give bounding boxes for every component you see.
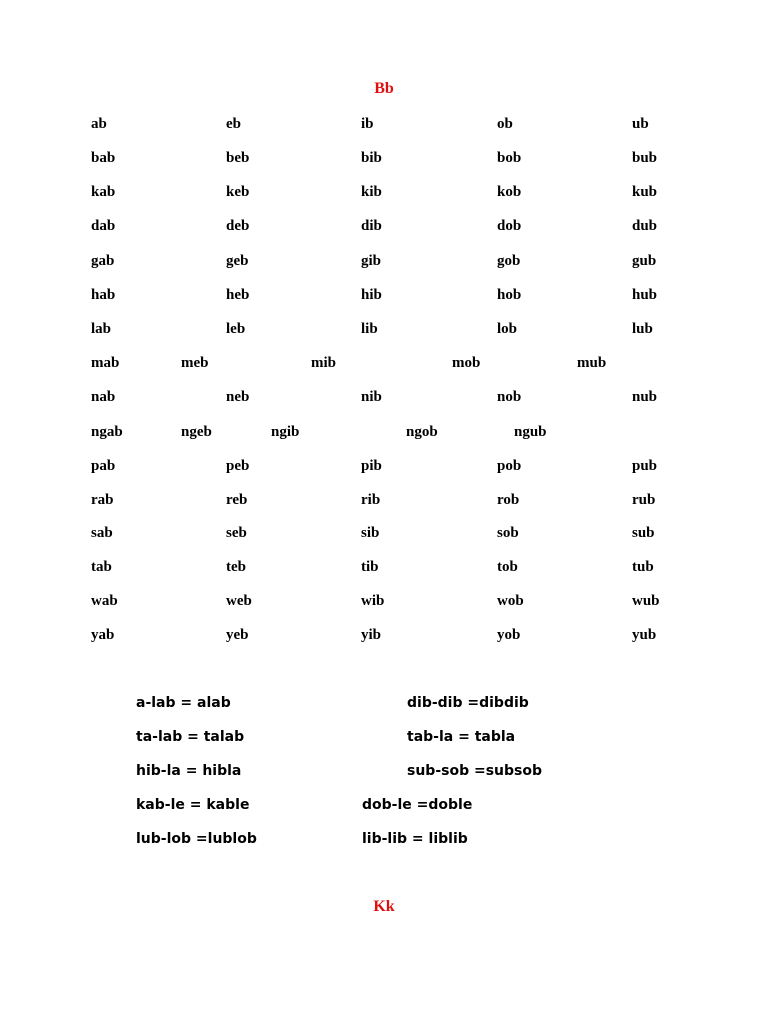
syllable-cell: kab (91, 184, 116, 200)
word-example: lub-lob =lublob (136, 831, 257, 847)
syllable-cell: yab (91, 627, 115, 643)
syllable-cell: dob (497, 218, 522, 234)
syllable-cell: ngeb (181, 424, 212, 440)
syllable-cell: sob (497, 525, 519, 541)
syllable-cell: meb (181, 355, 209, 371)
syllable-cell: wab (91, 593, 118, 609)
word-example: dob-le =doble (362, 797, 473, 813)
syllable-cell: ngib (271, 424, 300, 440)
syllable-cell: ngab (91, 424, 123, 440)
syllable-cell: gub (632, 253, 657, 269)
syllable-cell: heb (226, 287, 250, 303)
syllable-cell: bab (91, 150, 116, 166)
syllable-cell: lub (632, 321, 653, 337)
syllable-cell: bob (497, 150, 522, 166)
syllable-cell: kub (632, 184, 658, 200)
syllable-cell: nub (632, 389, 658, 405)
syllable-cell: pub (632, 458, 658, 474)
word-example: tab-la = tabla (407, 729, 516, 745)
syllable-cell: gab (91, 253, 115, 269)
section-heading-kk: Kk (373, 898, 395, 915)
syllable-cell: bub (632, 150, 658, 166)
syllable-cell: ab (91, 116, 107, 132)
syllable-cell: wub (632, 593, 660, 609)
syllable-cell: reb (226, 492, 248, 508)
syllable-cell: mib (311, 355, 337, 371)
word-example: hib-la = hibla (136, 763, 242, 779)
word-example: kab-le = kable (136, 797, 250, 813)
syllable-cell: nib (361, 389, 382, 405)
syllable-cell: hib (361, 287, 382, 303)
syllable-cell: yub (632, 627, 657, 643)
syllable-cell: leb (226, 321, 246, 337)
syllable-cell: deb (226, 218, 250, 234)
syllable-cell: keb (226, 184, 250, 200)
syllable-cell: nab (91, 389, 116, 405)
syllable-cell: ngob (406, 424, 438, 440)
syllable-cell: seb (226, 525, 247, 541)
syllable-cell: yib (361, 627, 382, 643)
syllable-cell: lib (361, 321, 378, 337)
syllable-cell: neb (226, 389, 250, 405)
syllable-cell: yeb (226, 627, 249, 643)
syllable-cell: yob (497, 627, 521, 643)
syllable-cell: mab (91, 355, 120, 371)
word-example: a-lab = alab (136, 695, 231, 711)
syllable-cell: hab (91, 287, 116, 303)
syllable-cell: ngub (514, 424, 547, 440)
syllable-cell: hob (497, 287, 522, 303)
syllable-cell: mob (452, 355, 481, 371)
syllable-cell: dab (91, 218, 116, 234)
syllable-cell: kib (361, 184, 382, 200)
syllable-cell: kob (497, 184, 522, 200)
syllable-cell: dib (361, 218, 382, 234)
syllable-cell: tob (497, 559, 518, 575)
syllable-cell: mub (577, 355, 607, 371)
syllable-cell: hub (632, 287, 658, 303)
syllable-cell: wob (497, 593, 524, 609)
syllable-cell: gib (361, 253, 382, 269)
syllable-cell: geb (226, 253, 249, 269)
section-heading-bb: Bb (374, 80, 394, 97)
syllable-cell: ub (632, 116, 649, 132)
syllable-cell: pab (91, 458, 116, 474)
syllable-cell: bib (361, 150, 382, 166)
syllable-cell: teb (226, 559, 246, 575)
syllable-cell: rob (497, 492, 520, 508)
syllable-cell: sib (361, 525, 380, 541)
syllable-cell: eb (226, 116, 241, 132)
syllable-cell: tab (91, 559, 112, 575)
syllable-cell: tib (361, 559, 379, 575)
syllable-cell: ob (497, 116, 513, 132)
syllable-cell: pob (497, 458, 522, 474)
word-example: ta-lab = talab (136, 729, 245, 745)
syllable-cell: tub (632, 559, 654, 575)
syllable-cell: ib (361, 116, 374, 132)
syllable-cell: wib (361, 593, 385, 609)
syllable-cell: sub (632, 525, 655, 541)
syllable-cell: dub (632, 218, 658, 234)
syllable-cell: rib (361, 492, 381, 508)
syllable-cell: gob (497, 253, 521, 269)
syllable-cell: sab (91, 525, 113, 541)
syllable-cell: rub (632, 492, 656, 508)
syllable-cell: lab (91, 321, 112, 337)
syllable-cell: nob (497, 389, 522, 405)
syllable-cell: beb (226, 150, 250, 166)
word-example: sub-sob =subsob (407, 763, 543, 779)
syllable-cell: lob (497, 321, 518, 337)
syllable-cell: pib (361, 458, 382, 474)
syllable-cell: rab (91, 492, 114, 508)
syllable-cell: web (226, 593, 252, 609)
word-example: lib-lib = liblib (362, 831, 468, 847)
word-example: dib-dib =dibdib (407, 695, 529, 711)
syllable-cell: peb (226, 458, 250, 474)
